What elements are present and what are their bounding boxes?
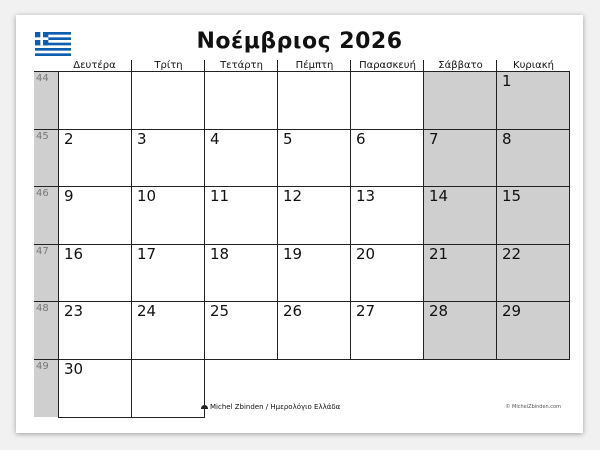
day-cell[interactable] (58, 186, 132, 245)
weekday-header: Παρασκευή (350, 60, 424, 71)
day-cell[interactable] (423, 129, 497, 188)
day-cell[interactable] (131, 244, 205, 303)
calendar-title: Νοέμβριος 2026 (196, 29, 403, 54)
day-cell[interactable] (204, 129, 278, 188)
week-number-cell (34, 71, 58, 129)
day-cell[interactable] (58, 244, 132, 303)
logo-icon (201, 405, 208, 409)
site-text: © MichelZbinden.com (505, 404, 561, 410)
day-number: 9 (64, 187, 74, 206)
day-number: 12 (283, 187, 303, 206)
day-number: 16 (64, 244, 84, 263)
week-number: 47 (36, 245, 49, 257)
week-number: 46 (36, 188, 49, 200)
day-cell[interactable] (496, 129, 570, 188)
week-number: 45 (36, 130, 49, 142)
day-cell[interactable] (350, 71, 424, 130)
day-number: 4 (210, 129, 220, 148)
day-number: 25 (210, 302, 230, 321)
day-number: 5 (283, 129, 293, 148)
grid-border (58, 71, 569, 72)
day-cell[interactable] (58, 359, 132, 418)
calendar-grid (34, 60, 567, 417)
week-number-cell (34, 244, 58, 302)
day-cell[interactable] (131, 301, 205, 360)
day-cell[interactable] (277, 186, 351, 245)
day-cell[interactable] (131, 71, 205, 130)
day-number: 3 (137, 129, 147, 148)
day-cell[interactable] (58, 71, 132, 130)
day-number: 24 (137, 302, 157, 321)
weekday-header: Κυριακή (496, 60, 570, 71)
weekday-header: Σάββατο (423, 60, 497, 71)
day-number: 27 (356, 302, 376, 321)
credit-text: Michel Zbinden / Ημερολόγιο Ελλάδα (210, 403, 341, 411)
day-cell[interactable] (350, 129, 424, 188)
footer-credit (201, 403, 340, 411)
week-number: 48 (36, 303, 49, 315)
weekday-header: Τρίτη (131, 60, 205, 71)
day-number: 1 (502, 72, 512, 90)
day-number: 18 (210, 244, 230, 263)
weekday-header: Δευτέρα (73, 60, 116, 71)
day-number: 30 (64, 360, 84, 378)
day-number: 26 (283, 302, 303, 321)
day-cell[interactable] (204, 186, 278, 245)
day-number: 6 (356, 129, 366, 148)
calendar-sheet (16, 15, 583, 433)
week-number-cell (34, 186, 58, 244)
weekday-header: Πέμπτη (277, 60, 351, 71)
day-number: 2 (64, 129, 74, 148)
week-number-cell (34, 359, 58, 417)
day-number: 23 (64, 302, 84, 321)
day-cell[interactable] (423, 71, 497, 130)
day-cell[interactable] (131, 186, 205, 245)
day-cell[interactable] (496, 186, 570, 245)
day-number: 21 (429, 244, 449, 263)
week-number-cell (34, 301, 58, 359)
day-cell[interactable] (131, 359, 205, 418)
grid-border (58, 417, 205, 418)
week-number: 49 (36, 361, 49, 372)
week-number-cell (34, 129, 58, 187)
day-cell[interactable] (58, 129, 132, 188)
day-cell[interactable] (423, 186, 497, 245)
day-cell[interactable] (496, 301, 570, 360)
day-cell[interactable] (350, 301, 424, 360)
day-number: 7 (429, 129, 439, 148)
day-number: 29 (502, 302, 522, 321)
day-number: 28 (429, 302, 449, 321)
day-number: 19 (283, 244, 303, 263)
day-cell[interactable] (496, 71, 570, 130)
day-number: 14 (429, 187, 449, 206)
day-cell[interactable] (204, 244, 278, 303)
day-number: 13 (356, 187, 376, 206)
day-number: 8 (502, 129, 512, 148)
weekday-header: Τετάρτη (204, 60, 278, 71)
grid-border (204, 359, 570, 360)
grid-border (569, 71, 570, 359)
day-number: 10 (137, 187, 157, 206)
day-cell[interactable] (204, 71, 278, 130)
day-cell[interactable] (277, 71, 351, 130)
day-cell[interactable] (423, 301, 497, 360)
day-cell[interactable] (58, 301, 132, 360)
day-number: 22 (502, 244, 522, 263)
day-number: 17 (137, 244, 157, 263)
week-number: 44 (36, 73, 49, 84)
day-number: 15 (502, 187, 522, 206)
day-number: 11 (210, 187, 230, 206)
day-cell[interactable] (131, 129, 205, 188)
day-cell[interactable] (350, 244, 424, 303)
day-cell[interactable] (204, 301, 278, 360)
day-cell[interactable] (277, 244, 351, 303)
day-number: 20 (356, 244, 376, 263)
day-cell[interactable] (423, 244, 497, 303)
day-cell[interactable] (350, 186, 424, 245)
day-cell[interactable] (277, 129, 351, 188)
day-cell[interactable] (496, 244, 570, 303)
day-cell[interactable] (277, 301, 351, 360)
